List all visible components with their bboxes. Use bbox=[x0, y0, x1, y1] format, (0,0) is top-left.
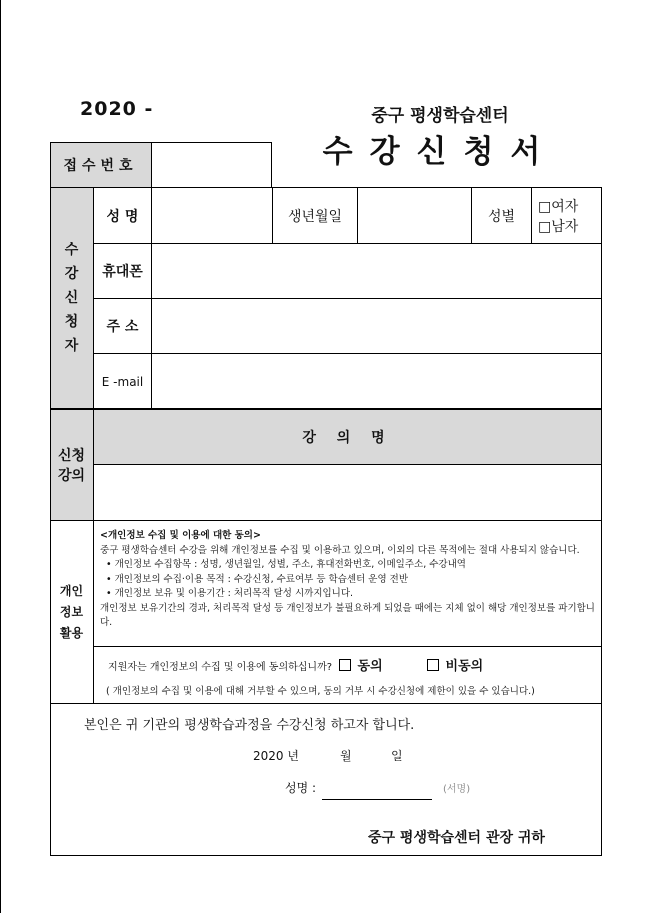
date-day: 일 bbox=[391, 749, 403, 763]
privacy-bullet: • 개인정보의 수집·이용 목적 : 수강신청, 수료여부 등 학습센터 운영 전반 bbox=[106, 573, 408, 585]
date-month: 월 bbox=[340, 749, 352, 763]
border bbox=[357, 187, 358, 243]
privacy-retention: 개인정보 보유기간의 경과, 처리목적 달성 등 개인정보가 불필요하게 되었을 때에는 지체 없이 해당 개인정보를 파기합니다. bbox=[100, 602, 595, 628]
email-field[interactable] bbox=[153, 356, 599, 407]
border bbox=[93, 464, 601, 465]
border bbox=[50, 703, 602, 704]
border bbox=[93, 298, 601, 299]
course-name-field[interactable] bbox=[96, 467, 599, 518]
border bbox=[601, 187, 602, 856]
border bbox=[531, 187, 532, 243]
gender-option-female[interactable]: □여자 bbox=[538, 199, 579, 215]
name-field[interactable] bbox=[153, 190, 270, 241]
gender-label: 성별 bbox=[487, 208, 516, 225]
signer-name-label: 성명 : bbox=[285, 781, 317, 795]
privacy-section-label: 개인 정보 활용 bbox=[59, 583, 84, 640]
border bbox=[93, 353, 601, 354]
border bbox=[151, 143, 152, 187]
privacy-title: <개인정보 수집 및 이용에 대한 동의> bbox=[100, 530, 261, 541]
name-label: 성 명 bbox=[106, 208, 139, 225]
signature-hint: (서명) bbox=[443, 784, 471, 795]
phone-label: 휴대폰 bbox=[102, 264, 143, 280]
border bbox=[50, 855, 602, 856]
receipt-number-label: 접수번호 bbox=[63, 158, 138, 174]
consent-question: 지원자는 개인정보의 수집 및 이용에 동의하십니까? bbox=[108, 662, 333, 673]
consent-agree-option[interactable]: 동의 bbox=[339, 655, 383, 674]
form-year: 2020 - bbox=[80, 98, 154, 120]
page-edge bbox=[0, 0, 1, 913]
signature-underline bbox=[322, 799, 432, 800]
receipt-number-field[interactable] bbox=[153, 145, 269, 185]
disagree-checkbox[interactable] bbox=[427, 659, 439, 671]
addressee: 중구 평생학습센터 관장 귀하 bbox=[368, 830, 545, 846]
refusal-note: ( 개인정보의 수집 및 이용에 대해 거부할 수 있으며, 동의 거부 시 수강신청에 제한이 있을 수 있습니다.) bbox=[106, 686, 535, 697]
center-name: 중구 평생학습센터 bbox=[371, 106, 509, 126]
border bbox=[93, 646, 601, 647]
address-label: 주 소 bbox=[106, 319, 139, 335]
address-field[interactable] bbox=[153, 301, 599, 351]
agree-checkbox[interactable] bbox=[339, 659, 351, 671]
privacy-intro: 중구 평생학습센터 수강을 위해 개인정보를 수집 및 이용하고 있으며, 이외의 다른 목적에는 절대 사용되지 않습니다. bbox=[100, 544, 580, 556]
birth-date-field[interactable] bbox=[359, 190, 469, 241]
course-section-label: 신청 강의 bbox=[57, 447, 86, 484]
signer-name-field[interactable] bbox=[320, 776, 432, 798]
border bbox=[271, 142, 272, 187]
declaration-statement: 본인은 귀 기관의 평생학습과정을 수강신청 하고자 합니다. bbox=[84, 718, 415, 733]
border bbox=[93, 521, 94, 703]
form-title: 수강신청서 bbox=[322, 134, 558, 170]
birth-date-label: 생년월일 bbox=[287, 208, 343, 225]
privacy-notice bbox=[100, 529, 596, 631]
border bbox=[93, 243, 601, 244]
consent-disagree-option[interactable]: 비동의 bbox=[427, 655, 483, 674]
border bbox=[151, 187, 152, 409]
gender-option-male[interactable]: □남자 bbox=[538, 219, 579, 235]
phone-field[interactable] bbox=[153, 246, 599, 296]
date-year: 2020 년 bbox=[253, 749, 299, 763]
border bbox=[50, 520, 602, 521]
privacy-bullet: • 개인정보 수집항목 : 성명, 생년월일, 성별, 주소, 휴대전화번호, 이메일주소, 수강내역 bbox=[106, 559, 466, 570]
course-name-header: 강 의 명 bbox=[302, 430, 393, 446]
applicant-section-label: 수 강 신 청 자 bbox=[64, 242, 79, 354]
privacy-bullet: • 개인정보 보유 및 이용기간 : 처리목적 달성 시까지입니다. bbox=[106, 588, 354, 599]
email-label: E -mail bbox=[101, 374, 144, 389]
